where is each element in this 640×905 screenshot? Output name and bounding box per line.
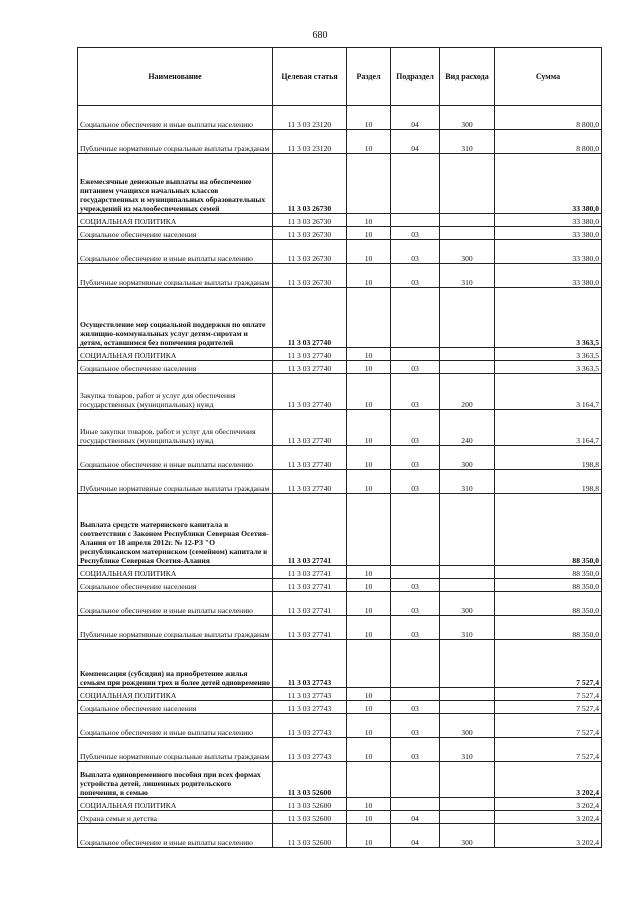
table-row	[78, 361, 602, 374]
row-sum-cell: 7 527,4	[495, 640, 602, 688]
row-section-cell: 10	[347, 106, 391, 130]
row-target-article-cell: 11 3 03 23120	[273, 106, 347, 130]
row-expense-type-cell	[440, 579, 495, 592]
row-subsection-cell	[391, 688, 440, 701]
row-sum-cell: 88 350,0	[495, 592, 602, 616]
row-expense-type-cell	[440, 566, 495, 579]
row-name-cell: Публичные нормативные социальные выплаты гражданам	[78, 264, 273, 288]
row-expense-type-cell	[440, 811, 495, 824]
row-sum-cell: 7 527,4	[495, 701, 602, 714]
row-subsection-cell: 03	[391, 701, 440, 714]
row-expense-type-cell	[440, 688, 495, 701]
header-section: Раздел	[347, 48, 391, 106]
row-section-cell: 10	[347, 130, 391, 154]
row-section-cell: 10	[347, 227, 391, 240]
row-target-article-cell: 11 3 03 27740	[273, 348, 347, 361]
row-target-article-cell: 11 3 03 27741	[273, 494, 347, 566]
row-name-cell: Социальное обеспечение и иные выплаты населению	[78, 714, 273, 738]
row-sum-cell: 33 380,0	[495, 240, 602, 264]
row-name-cell: Иные закупки товаров, работ и услуг для обеспечения государственных (муниципальных) нужд	[78, 410, 273, 446]
row-target-article-cell: 11 3 03 26730	[273, 240, 347, 264]
row-section-cell	[347, 762, 391, 798]
row-expense-type-cell: 200	[440, 374, 495, 410]
row-subsection-cell: 03	[391, 470, 440, 494]
row-expense-type-cell: 310	[440, 130, 495, 154]
row-expense-type-cell	[440, 227, 495, 240]
table-body	[78, 106, 602, 848]
row-target-article-cell: 11 3 03 27741	[273, 566, 347, 579]
row-expense-type-cell	[440, 288, 495, 348]
row-name-cell: СОЦИАЛЬНАЯ ПОЛИТИКА	[78, 348, 273, 361]
row-target-article-cell: 11 3 03 52600	[273, 762, 347, 798]
table-row	[78, 106, 602, 130]
row-sum-cell: 3 202,4	[495, 798, 602, 811]
row-section-cell: 10	[347, 374, 391, 410]
row-section-cell: 10	[347, 410, 391, 446]
row-target-article-cell: 11 3 03 27740	[273, 410, 347, 446]
row-section-cell: 10	[347, 688, 391, 701]
row-sum-cell: 88 350,0	[495, 579, 602, 592]
table-row	[78, 470, 602, 494]
row-target-article-cell: 11 3 03 27743	[273, 688, 347, 701]
table-row	[78, 762, 602, 798]
row-name-cell: Закупка товаров, работ и услуг для обеспечения государственных (муниципальных) нужд	[78, 374, 273, 410]
row-name-cell: Компенсация (субсидия) на приобретение жилья семьям при рождении трех и более детей одновременно	[78, 640, 273, 688]
row-subsection-cell: 03	[391, 264, 440, 288]
row-name-cell: Осуществление мер социальной поддержки по оплате жилищно-коммунальных услуг детям-сиротам и детям, оставшимся без попечения родителей	[78, 288, 273, 348]
row-subsection-cell: 03	[391, 361, 440, 374]
row-name-cell: Охрана семьи и детства	[78, 811, 273, 824]
row-section-cell: 10	[347, 470, 391, 494]
table-row	[78, 616, 602, 640]
row-sum-cell: 88 350,0	[495, 616, 602, 640]
table-row	[78, 154, 602, 214]
row-sum-cell: 3 363,5	[495, 348, 602, 361]
row-target-article-cell: 11 3 03 27741	[273, 592, 347, 616]
row-sum-cell: 33 380,0	[495, 264, 602, 288]
row-expense-type-cell: 300	[440, 240, 495, 264]
row-subsection-cell: 03	[391, 374, 440, 410]
row-name-cell: Социальное обеспечение населения	[78, 227, 273, 240]
row-expense-type-cell	[440, 798, 495, 811]
row-section-cell	[347, 640, 391, 688]
row-name-cell: Социальное обеспечение и иные выплаты населению	[78, 446, 273, 470]
table-row	[78, 348, 602, 361]
row-sum-cell: 198,8	[495, 470, 602, 494]
row-subsection-cell	[391, 762, 440, 798]
table-row	[78, 811, 602, 824]
row-subsection-cell: 03	[391, 227, 440, 240]
row-expense-type-cell: 240	[440, 410, 495, 446]
row-target-article-cell: 11 3 03 27740	[273, 374, 347, 410]
table-row	[78, 214, 602, 227]
row-name-cell: Публичные нормативные социальные выплаты гражданам	[78, 616, 273, 640]
row-target-article-cell: 11 3 03 27740	[273, 361, 347, 374]
row-name-cell: Выплата единовременного пособия при всех формах устройства детей, лишенных родительского попечения, в семью	[78, 762, 273, 798]
page-number: 680	[312, 30, 328, 41]
row-section-cell: 10	[347, 714, 391, 738]
row-sum-cell: 198,8	[495, 446, 602, 470]
table-row	[78, 494, 602, 566]
row-section-cell: 10	[347, 738, 391, 762]
row-section-cell: 10	[347, 446, 391, 470]
table-row	[78, 714, 602, 738]
row-name-cell: Выплата средств материнского капитала в соответствии с Законом Республики Северная Осетия-Алания от 18 апреля 2012г. № 12-РЗ "О республиканском материнском (семейном) капитале в Республике Северная Осетия-Алания	[78, 494, 273, 566]
row-target-article-cell: 11 3 03 27743	[273, 714, 347, 738]
row-name-cell: Публичные нормативные социальные выплаты гражданам	[78, 738, 273, 762]
header-name: Наименование	[78, 48, 273, 106]
table-row	[78, 640, 602, 688]
row-target-article-cell: 11 3 03 52600	[273, 811, 347, 824]
row-subsection-cell	[391, 288, 440, 348]
table-row	[78, 130, 602, 154]
row-name-cell: СОЦИАЛЬНАЯ ПОЛИТИКА	[78, 798, 273, 811]
row-subsection-cell	[391, 214, 440, 227]
row-expense-type-cell: 300	[440, 714, 495, 738]
row-subsection-cell	[391, 640, 440, 688]
row-sum-cell: 7 527,4	[495, 738, 602, 762]
row-expense-type-cell: 300	[440, 592, 495, 616]
row-name-cell: Публичные нормативные социальные выплаты гражданам	[78, 470, 273, 494]
row-sum-cell: 3 363,5	[495, 288, 602, 348]
row-subsection-cell: 04	[391, 130, 440, 154]
row-name-cell: Публичные нормативные социальные выплаты гражданам	[78, 130, 273, 154]
row-subsection-cell: 03	[391, 738, 440, 762]
row-expense-type-cell: 310	[440, 264, 495, 288]
row-expense-type-cell	[440, 214, 495, 227]
table-row	[78, 566, 602, 579]
table-row	[78, 446, 602, 470]
row-subsection-cell	[391, 154, 440, 214]
row-target-article-cell: 11 3 03 23120	[273, 130, 347, 154]
row-section-cell: 10	[347, 566, 391, 579]
row-expense-type-cell: 310	[440, 616, 495, 640]
row-target-article-cell: 11 3 03 27740	[273, 470, 347, 494]
row-expense-type-cell	[440, 154, 495, 214]
row-name-cell: Социальное обеспечение и иные выплаты населению	[78, 240, 273, 264]
row-name-cell: Социальное обеспечение населения	[78, 579, 273, 592]
row-section-cell: 10	[347, 361, 391, 374]
row-sum-cell: 33 380,0	[495, 214, 602, 227]
row-expense-type-cell	[440, 494, 495, 566]
table-row	[78, 738, 602, 762]
row-section-cell: 10	[347, 811, 391, 824]
row-expense-type-cell	[440, 640, 495, 688]
row-expense-type-cell: 300	[440, 106, 495, 130]
row-sum-cell: 3 363,5	[495, 361, 602, 374]
row-subsection-cell: 03	[391, 240, 440, 264]
row-sum-cell: 33 380,0	[495, 154, 602, 214]
row-name-cell: СОЦИАЛЬНАЯ ПОЛИТИКА	[78, 214, 273, 227]
row-sum-cell: 3 202,4	[495, 762, 602, 798]
row-target-article-cell: 11 3 03 27743	[273, 701, 347, 714]
row-expense-type-cell	[440, 762, 495, 798]
row-section-cell: 10	[347, 798, 391, 811]
row-target-article-cell: 11 3 03 26730	[273, 154, 347, 214]
row-sum-cell: 88 350,0	[495, 494, 602, 566]
row-subsection-cell: 04	[391, 824, 440, 848]
table-row	[78, 410, 602, 446]
row-subsection-cell	[391, 348, 440, 361]
table-row	[78, 798, 602, 811]
header-subsection: Подраздел	[391, 48, 440, 106]
row-name-cell: Социальное обеспечение и иные выплаты населению	[78, 824, 273, 848]
row-expense-type-cell: 300	[440, 446, 495, 470]
row-name-cell: Ежемесячные денежные выплаты на обеспечение питанием учащихся начальных классов государственных и муниципальных образовательных учреждений из малообеспеченных семей	[78, 154, 273, 214]
row-target-article-cell: 11 3 03 26730	[273, 227, 347, 240]
row-target-article-cell: 11 3 03 27743	[273, 640, 347, 688]
row-subsection-cell: 03	[391, 714, 440, 738]
row-expense-type-cell	[440, 361, 495, 374]
row-section-cell: 10	[347, 214, 391, 227]
row-name-cell: Социальное обеспечение населения	[78, 701, 273, 714]
row-sum-cell: 7 527,4	[495, 688, 602, 701]
row-section-cell	[347, 154, 391, 214]
row-subsection-cell	[391, 494, 440, 566]
row-section-cell: 10	[347, 824, 391, 848]
row-target-article-cell: 11 3 03 52600	[273, 798, 347, 811]
budget-table	[77, 47, 602, 848]
header-sum: Сумма	[495, 48, 602, 106]
row-target-article-cell: 11 3 03 26730	[273, 264, 347, 288]
table-row	[78, 592, 602, 616]
table-row	[78, 579, 602, 592]
row-sum-cell: 3 202,4	[495, 811, 602, 824]
row-target-article-cell: 11 3 03 26730	[273, 214, 347, 227]
header-target-article: Целевая статья	[273, 48, 347, 106]
table-row	[78, 264, 602, 288]
row-target-article-cell: 11 3 03 27740	[273, 446, 347, 470]
row-subsection-cell	[391, 566, 440, 579]
row-section-cell: 10	[347, 579, 391, 592]
row-sum-cell: 8 800,0	[495, 106, 602, 130]
row-subsection-cell	[391, 798, 440, 811]
row-subsection-cell: 04	[391, 106, 440, 130]
row-name-cell: Социальное обеспечение и иные выплаты населению	[78, 592, 273, 616]
row-subsection-cell: 03	[391, 410, 440, 446]
row-subsection-cell: 03	[391, 579, 440, 592]
row-target-article-cell: 11 3 03 27741	[273, 579, 347, 592]
row-sum-cell: 7 527,4	[495, 714, 602, 738]
row-subsection-cell: 03	[391, 446, 440, 470]
table-row	[78, 701, 602, 714]
row-section-cell: 10	[347, 701, 391, 714]
row-expense-type-cell: 310	[440, 470, 495, 494]
row-target-article-cell: 11 3 03 27740	[273, 288, 347, 348]
row-expense-type-cell	[440, 348, 495, 361]
row-subsection-cell: 04	[391, 811, 440, 824]
row-section-cell: 10	[347, 616, 391, 640]
row-sum-cell: 3 164,7	[495, 374, 602, 410]
header-expense-type: Вид расхода	[440, 48, 495, 106]
table-row	[78, 374, 602, 410]
row-expense-type-cell	[440, 701, 495, 714]
row-section-cell: 10	[347, 264, 391, 288]
row-subsection-cell: 03	[391, 616, 440, 640]
row-sum-cell: 33 380,0	[495, 227, 602, 240]
row-subsection-cell: 03	[391, 592, 440, 616]
table-row	[78, 824, 602, 848]
table-row	[78, 240, 602, 264]
row-expense-type-cell: 300	[440, 824, 495, 848]
table-row	[78, 227, 602, 240]
row-target-article-cell: 11 3 03 27741	[273, 616, 347, 640]
row-sum-cell: 88 350,0	[495, 566, 602, 579]
row-section-cell: 10	[347, 348, 391, 361]
table-row	[78, 288, 602, 348]
row-sum-cell: 3 202,4	[495, 824, 602, 848]
table-header-row	[78, 48, 602, 106]
row-target-article-cell: 11 3 03 27743	[273, 738, 347, 762]
table-row	[78, 688, 602, 701]
row-name-cell: Социальное обеспечение и иные выплаты населению	[78, 106, 273, 130]
row-section-cell: 10	[347, 592, 391, 616]
row-section-cell	[347, 288, 391, 348]
row-expense-type-cell: 310	[440, 738, 495, 762]
row-section-cell: 10	[347, 240, 391, 264]
row-section-cell	[347, 494, 391, 566]
row-name-cell: Социальное обеспечение населения	[78, 361, 273, 374]
row-name-cell: СОЦИАЛЬНАЯ ПОЛИТИКА	[78, 566, 273, 579]
row-target-article-cell: 11 3 03 52600	[273, 824, 347, 848]
row-sum-cell: 3 164,7	[495, 410, 602, 446]
row-sum-cell: 8 800,0	[495, 130, 602, 154]
row-name-cell: СОЦИАЛЬНАЯ ПОЛИТИКА	[78, 688, 273, 701]
